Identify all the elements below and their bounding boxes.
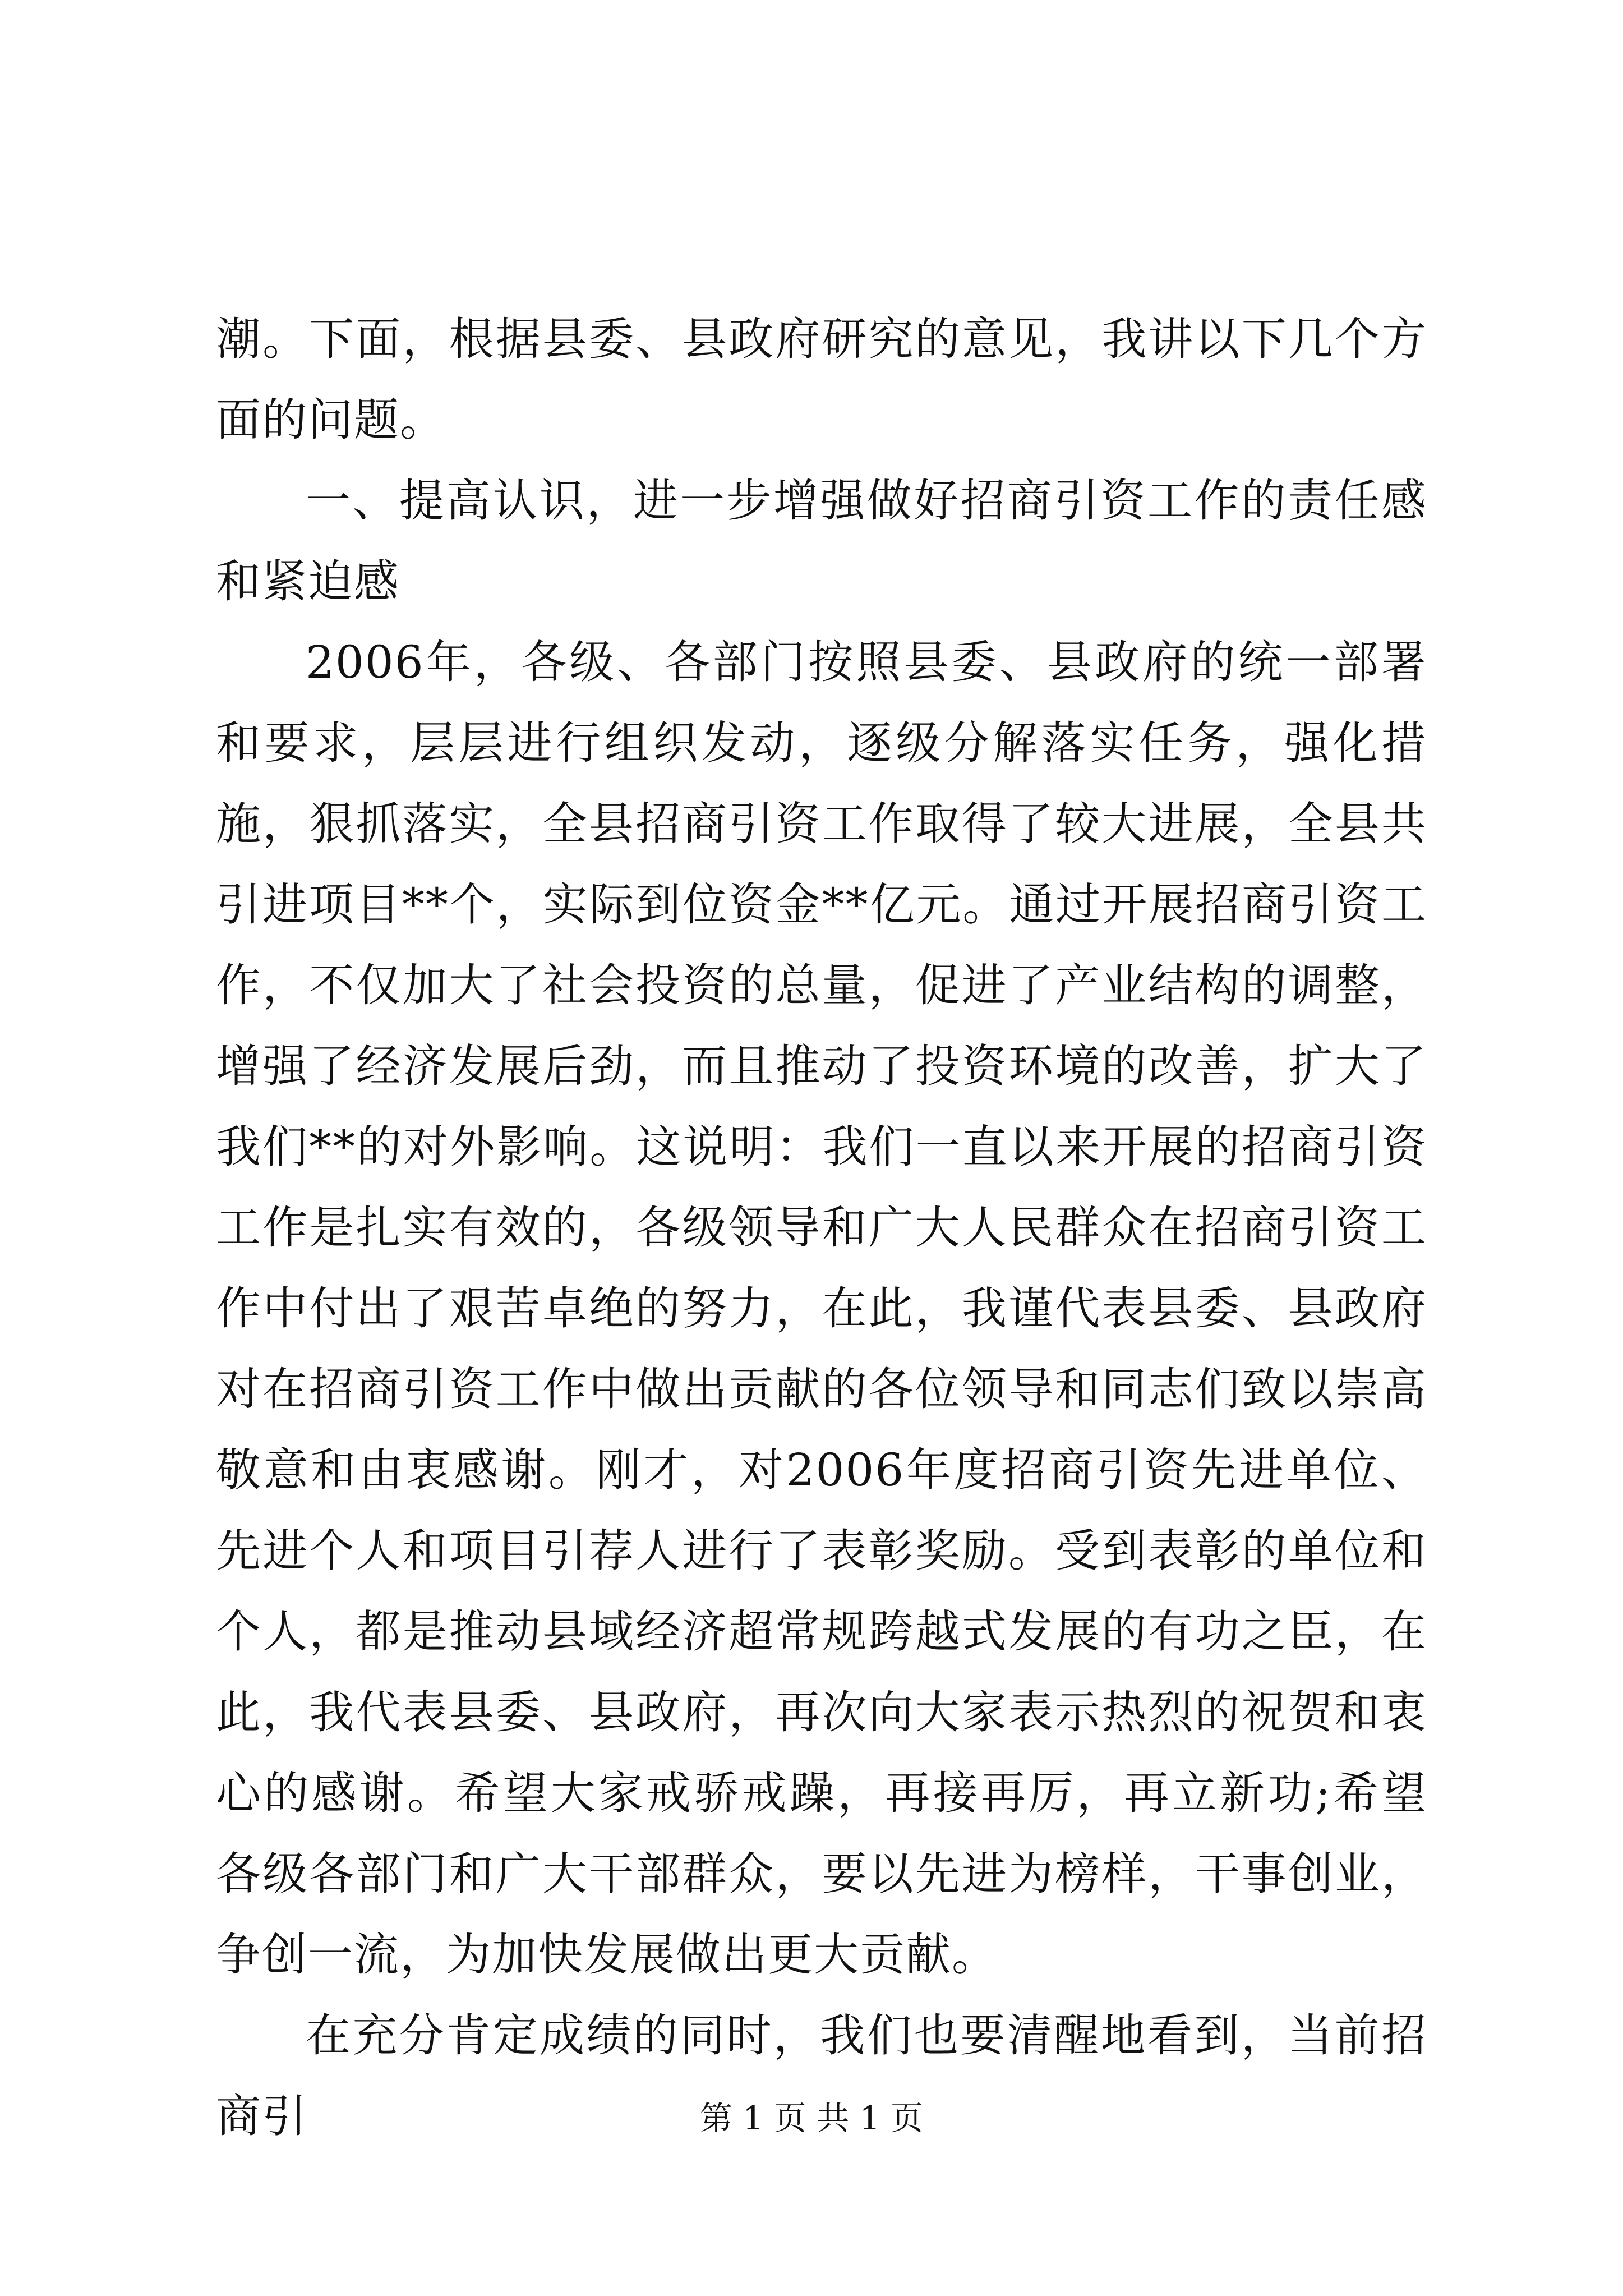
- page-footer: 第 1 页 共 1 页: [700, 2099, 923, 2137]
- paragraph-continuation: 潮。下面，根据县委、县政府研究的意见，我讲以下几个方面的问题。: [216, 313, 1427, 446]
- section-heading: 一、提高认识，进一步增强做好招商引资工作的责任感和紧迫感: [216, 475, 1427, 608]
- document-body: [216, 299, 1427, 2157]
- paragraph-last: 在充分肯定成绩的同时，我们也要清醒地看到，当前招商引: [216, 2009, 1427, 2142]
- paragraph-main: 2006年，各级、各部门按照县委、县政府的统一部署和要求，层层进行组织发动，逐级分解落实任务，强化措施，狠抓落实，全县招商引资工作取得了较大进展，全县共引进项目**个，实际到位资金**亿元。通过开展招商引资工作，不仅加大了社会投资的总量，促进了产业结构的调整，增强了经济发展后劲，而且推动了投资环境的改善，扩大了我们**的对外影响。这说明：我们一直以来开展的招商引资工作是扎实有效的，各级领导和广大人民群众在招商引资工作中付出了艰苦卓绝的努力，在此，我谨代表县委、县政府对在招商引资工作中做出贡献的各位领导和同志们致以崇高敬意和由衷感谢。刚才，对2006年度招商引资先进单位、先进个人和项目引荐人进行了表彰奖励。受到表彰的单位和个人，都是推动县域经济超常规跨越式发展的有功之臣，在此，我代表县委、县政府，再次向大家表示热烈的祝贺和衷心的感谢。希望大家戒骄戒躁，再接再厉，再立新功;希望各级各部门和广大干部群众，要以先进为榜样，干事创业，争创一流，为加快发展做出更大贡献。: [216, 636, 1427, 1981]
